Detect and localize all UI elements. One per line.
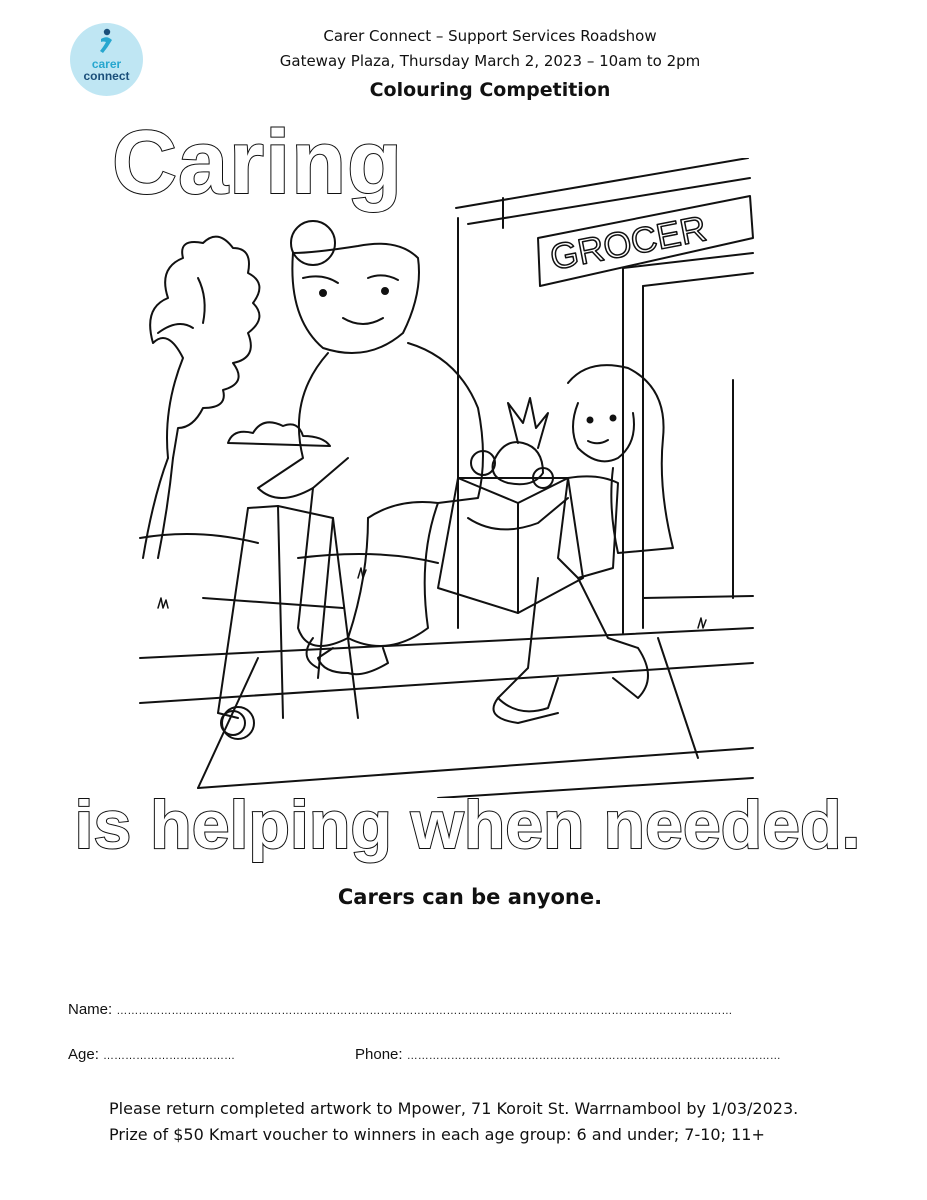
prize-note: Prize of $50 Kmart voucher to winners in each age group: 6 and under; 7-10; 11+ xyxy=(109,1125,765,1144)
subtitle: Carers can be anyone. xyxy=(337,885,603,909)
event-details: Gateway Plaza, Thursday March 2, 2023 – 10am to 2pm xyxy=(279,52,701,70)
tagline: is helping when needed. xyxy=(74,787,861,863)
walking-frame xyxy=(203,506,358,739)
age-field[interactable] xyxy=(68,1046,235,1063)
caring-title: Caring xyxy=(112,113,404,213)
logo-text-carer: carer xyxy=(91,57,122,71)
logo-text-connect: connect xyxy=(83,69,130,83)
sidewalk-lines xyxy=(140,628,753,798)
phone-field[interactable] xyxy=(355,1046,781,1063)
event-title: Carer Connect – Support Services Roadshow xyxy=(323,27,657,45)
grocery-bag xyxy=(438,398,583,613)
cloud xyxy=(228,422,330,446)
phone-dotted-line[interactable]: ………………………………………………………………………………………… xyxy=(406,1050,781,1062)
name-label: Name: xyxy=(68,1001,113,1018)
name-dotted-line[interactable]: …………………………………………………………………………………………………………………………………………………… xyxy=(116,1005,733,1017)
hill xyxy=(140,534,258,543)
age-label: Age: xyxy=(68,1046,99,1063)
competition-title: Colouring Competition xyxy=(369,79,611,101)
grocer-sign: GROCER xyxy=(546,207,710,278)
phone-label: Phone: xyxy=(355,1046,403,1063)
age-dotted-line[interactable]: ……………………………… xyxy=(103,1050,236,1062)
return-note: Please return completed artwork to Mpower, 71 Koroit St. Warrnambool by 1/03/2023. xyxy=(109,1099,799,1118)
name-field[interactable] xyxy=(68,1001,732,1018)
tree xyxy=(143,237,259,558)
colouring-illustration xyxy=(138,158,758,798)
grandmother xyxy=(258,221,483,674)
